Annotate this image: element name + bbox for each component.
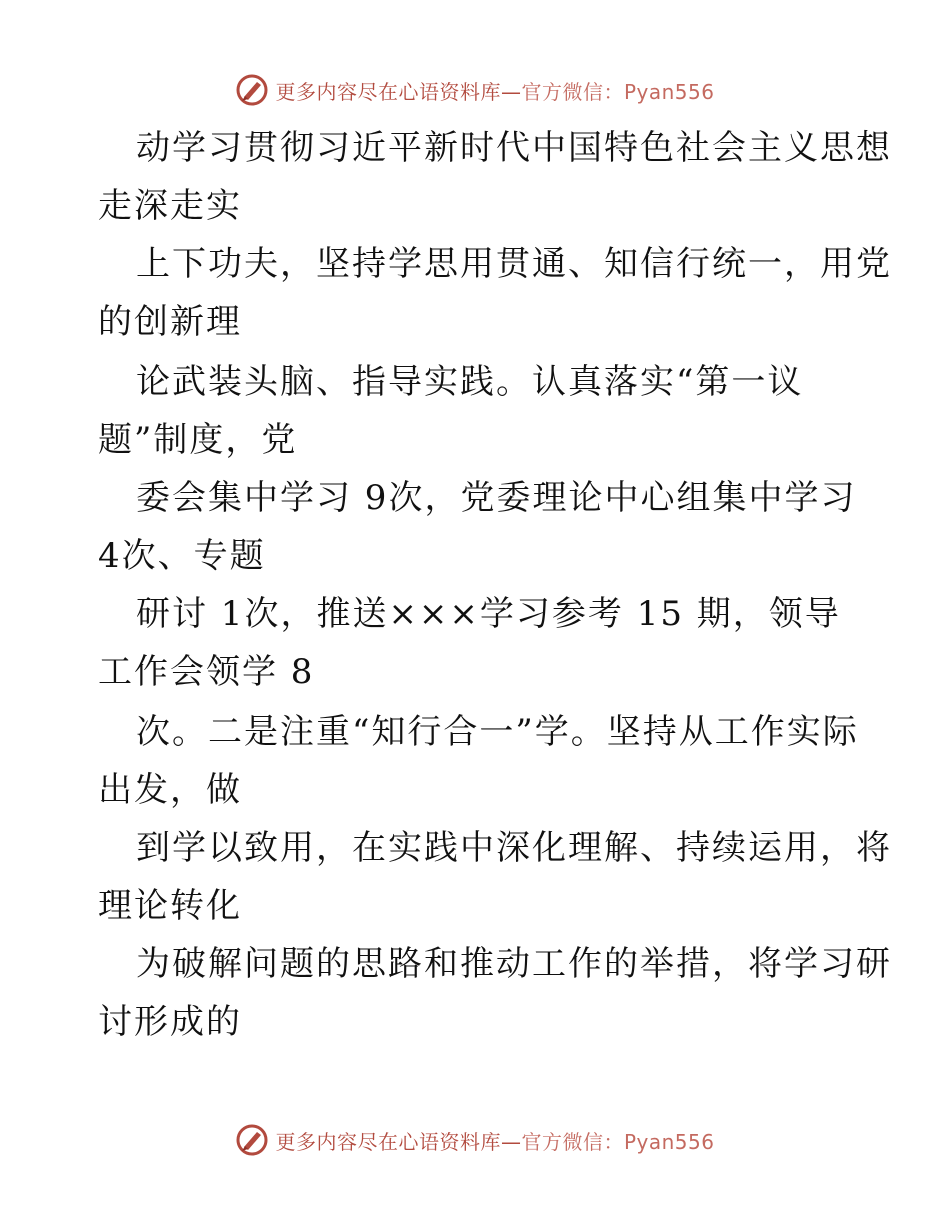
footer-watermark-text: 更多内容尽在心语资料库—官方微信：Pyan556 <box>275 1129 715 1154</box>
header-watermark-text: 更多内容尽在心语资料库—官方微信：Pyan556 <box>275 79 715 104</box>
paragraph-line: 的创新理 <box>98 302 242 342</box>
paragraph-line: 研讨 1次，推送×××学习参考 15 期，领导 <box>136 594 841 634</box>
pen-logo-icon <box>235 1123 269 1157</box>
paragraph-line: 为破解问题的思路和推动工作的举措，将学习研 <box>136 944 892 984</box>
paragraph-line: 委会集中学习 9次，党委理论中心组集中学习 <box>136 478 857 518</box>
paragraph-line: 题”制度，党 <box>98 420 298 460</box>
paragraph-line: 动学习贯彻习近平新时代中国特色社会主义思想 <box>136 128 892 168</box>
paragraph-line: 到学以致用，在实践中深化理解、持续运用，将 <box>136 828 892 868</box>
paragraph-line: 4次、专题 <box>98 536 266 576</box>
paragraph-line: 出发，做 <box>98 770 242 810</box>
paragraph-line: 上下功夫，坚持学思用贯通、知信行统一，用党 <box>136 244 892 284</box>
paragraph-line: 论武装头脑、指导实践。认真落实“第一议 <box>136 362 804 402</box>
paragraph-line: 讨形成的 <box>98 1002 242 1042</box>
paragraph-line: 理论转化 <box>98 886 242 926</box>
paragraph-line: 走深走实 <box>98 186 242 226</box>
footer-watermark <box>0 1120 950 1160</box>
paragraph-line: 次。二是注重“知行合一”学。坚持从工作实际 <box>136 712 859 752</box>
paragraph-line: 工作会领学 8 <box>98 652 315 692</box>
